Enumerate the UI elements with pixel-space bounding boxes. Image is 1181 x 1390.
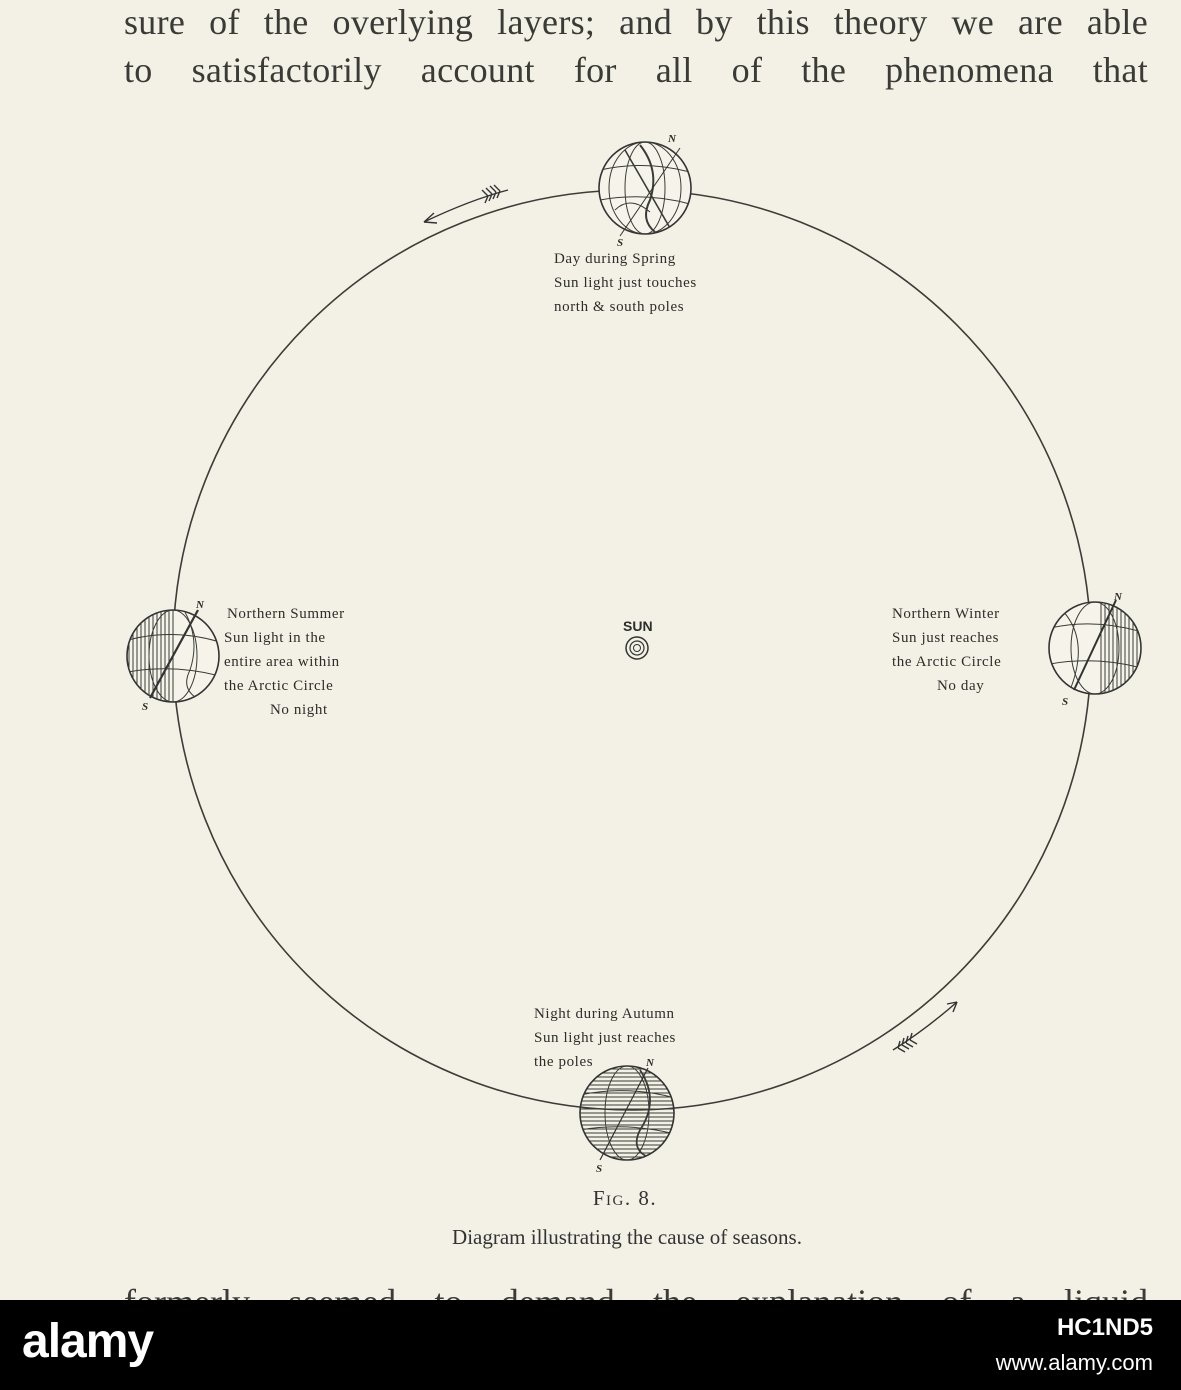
sun-label: SUN (623, 618, 653, 634)
label-summer: Northern Summer Sun light in the entire area within the Arctic Circle No night (224, 606, 345, 718)
body-text-line: sure of the overlying layers; and by this theory we are able (124, 2, 1148, 42)
figure-number: Fig. 8. (592, 1186, 658, 1210)
svg-text:N: N (646, 1057, 654, 1069)
label-spring: Day during Spring Sun light just touches north & south poles (554, 251, 697, 315)
svg-text:S: S (142, 701, 149, 713)
svg-text:N: N (1114, 591, 1122, 603)
watermark-id (996, 1308, 1153, 1378)
svg-text:N: N (668, 133, 676, 145)
sun-icon (626, 637, 648, 659)
svg-text:S: S (617, 237, 624, 249)
globe-winter (1049, 591, 1144, 708)
watermark-bar (0, 1300, 1181, 1390)
arrow-bottom-icon (893, 1002, 957, 1052)
site-url: www.alamy.com (995, 1350, 1153, 1375)
globe-spring (599, 133, 691, 249)
svg-text:N: N (196, 599, 204, 611)
svg-text:S: S (596, 1163, 603, 1175)
svg-text:S: S (1062, 696, 1069, 708)
body-text-line: to satisfactorily account for all of the phenomena that (124, 50, 1148, 90)
image-code: HC1ND5 (1056, 1314, 1153, 1341)
arrow-top-icon (424, 185, 508, 223)
orbit-ellipse (173, 190, 1091, 1110)
label-autumn: Night during Autumn Sun light just reaches the poles (534, 1006, 676, 1070)
label-winter: Northern Winter Sun just reaches the Arctic Circle No day (892, 606, 1002, 694)
globe-summer (120, 599, 220, 715)
watermark-logo: alamy (22, 1315, 154, 1368)
figure-caption: Diagram illustrating the cause of seasons. (452, 1225, 802, 1249)
globe-autumn (580, 1057, 675, 1175)
